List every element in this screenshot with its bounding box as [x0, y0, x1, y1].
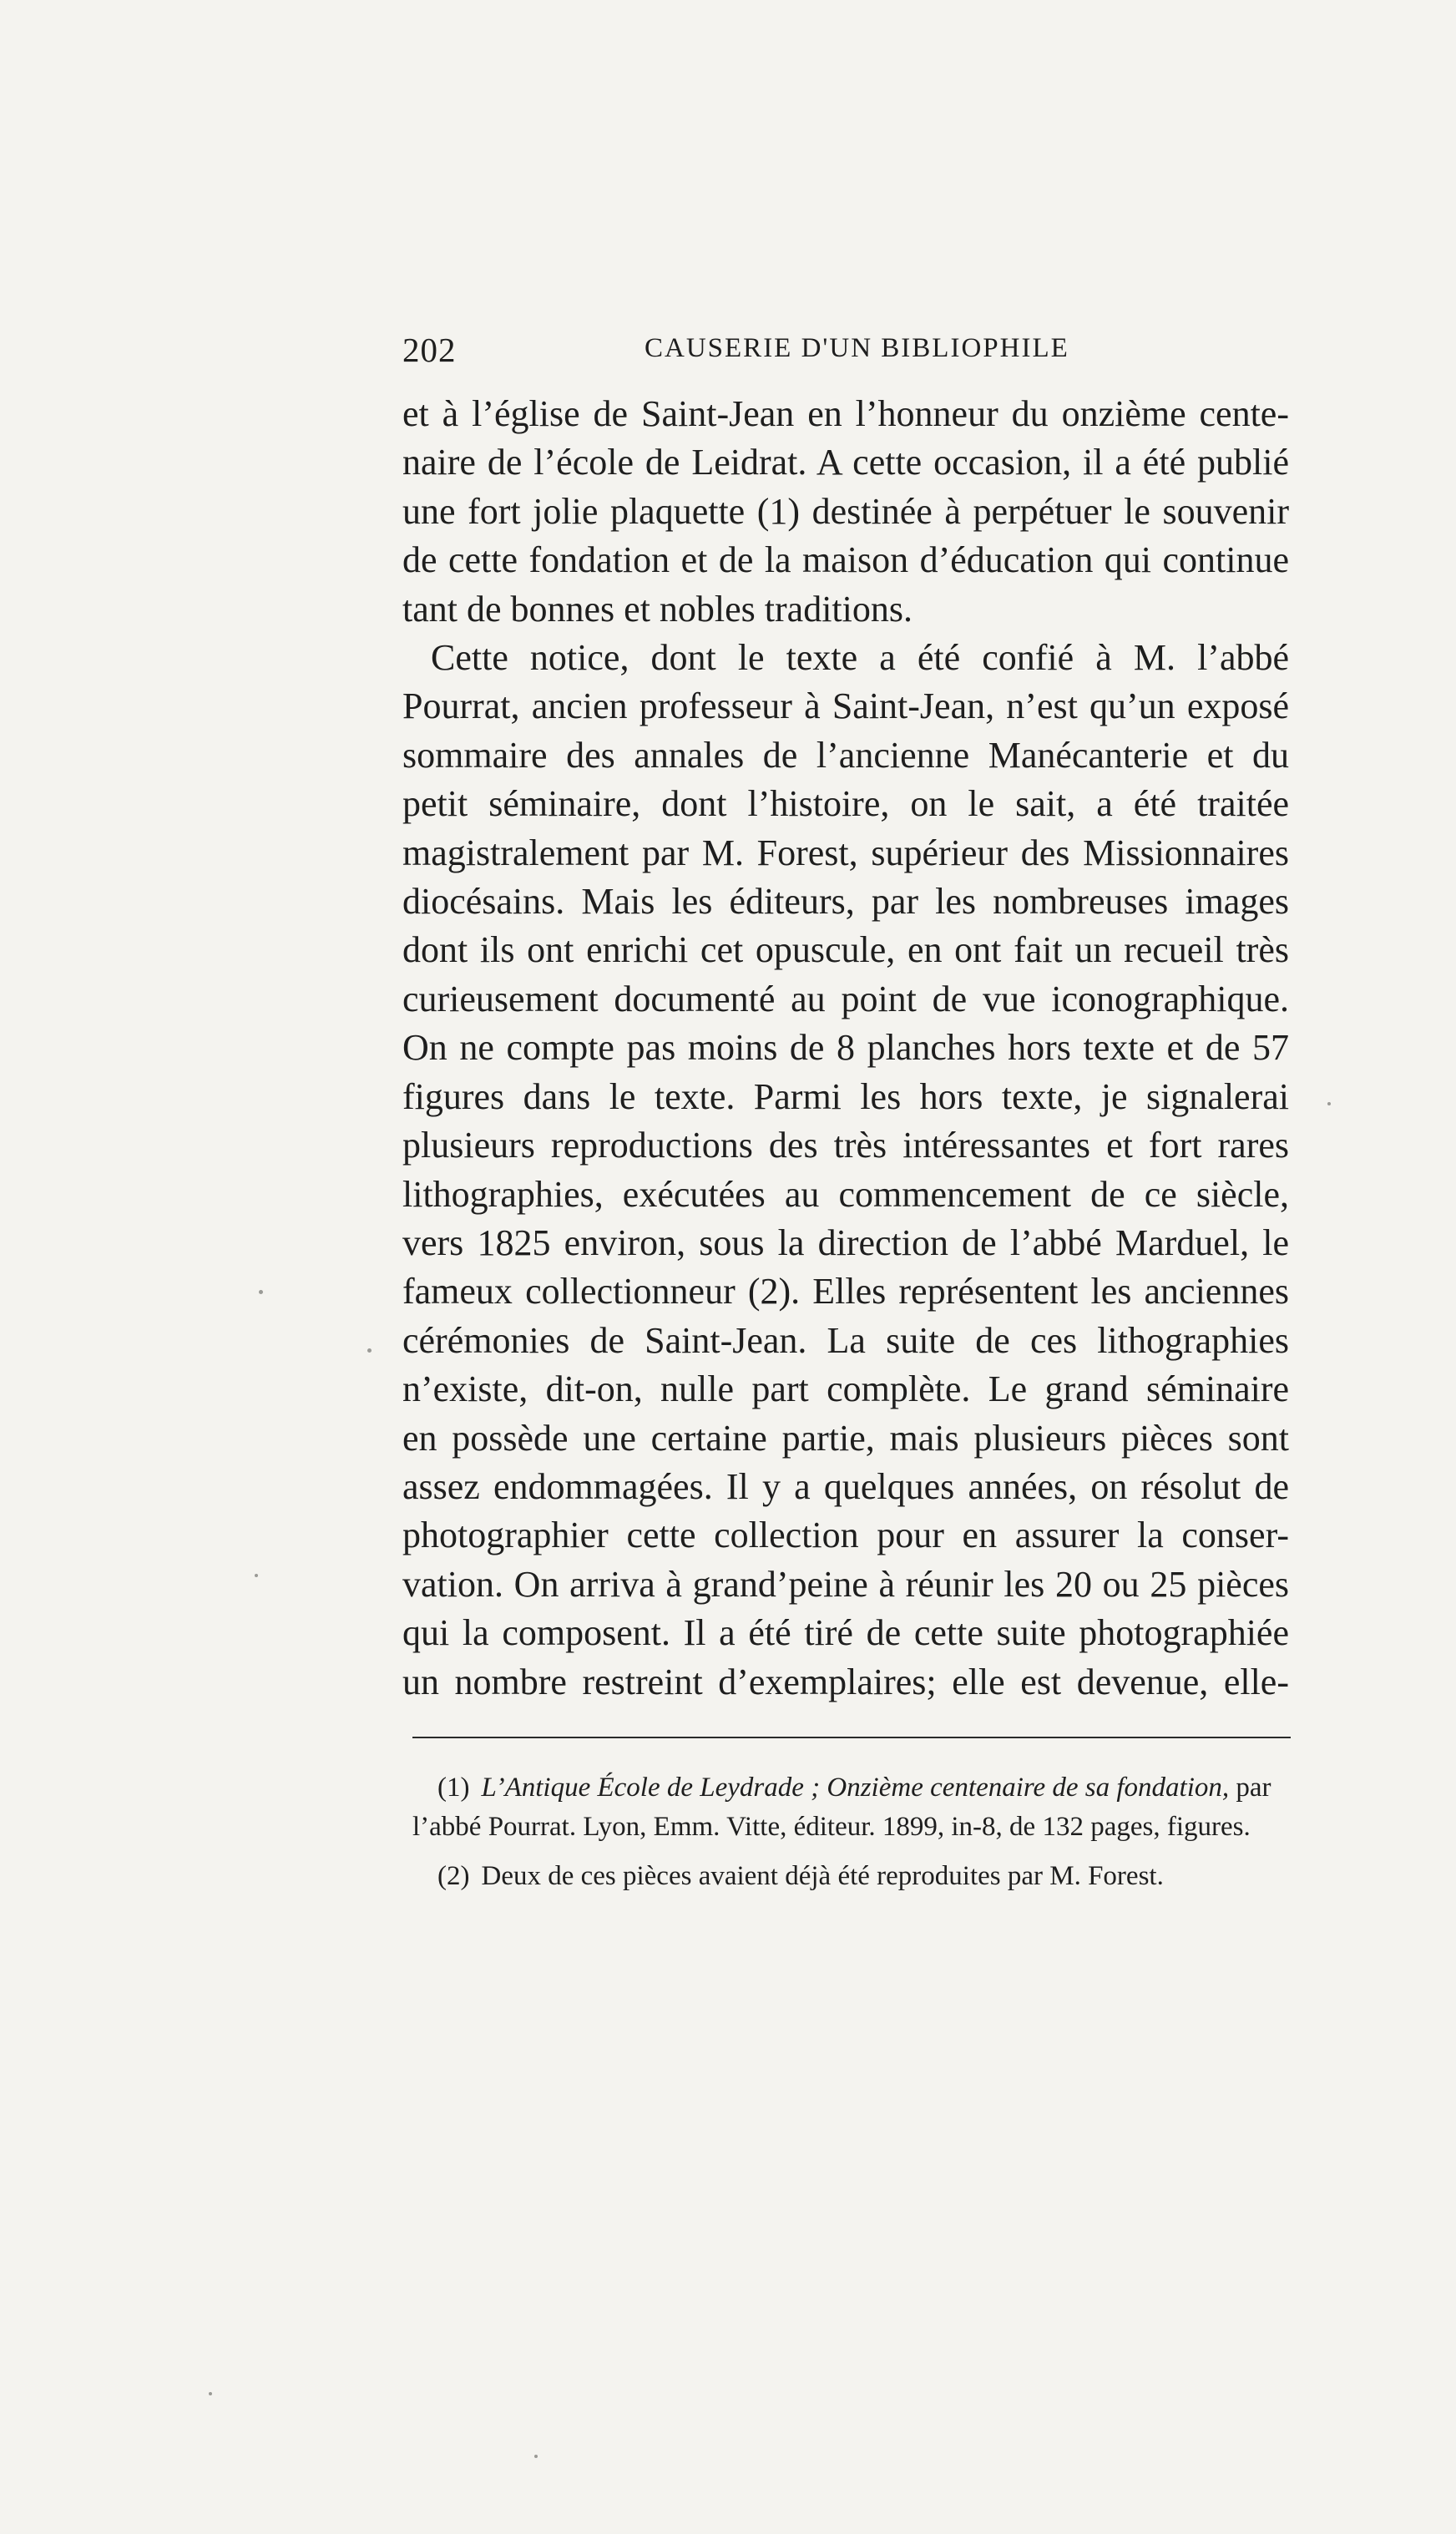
footnotes [412, 1768, 1291, 1906]
text-line: tant de bonnes et nobles traditions. [402, 588, 913, 630]
page-number: 202 [402, 331, 457, 369]
footnote-divider [412, 1737, 1291, 1738]
footnote-text: par l’abbé Pourrat. Lyon, Emm. Vitte, éditeur. 1899, in-8, de 132 pages, figures. [412, 1773, 1271, 1842]
text-line: Cette notice, dont le texte a été confié à M. l’abbé [431, 637, 1289, 679]
text-line: vers 1825 environ, sous la direction de l’abbé Marduel, le [402, 1221, 1289, 1263]
text-line: diocésains. Mais les éditeurs, par les nombreuses images [402, 881, 1289, 923]
paper-speck [259, 1290, 263, 1294]
text-line: photographier cette collection pour en assurer la conser- [402, 1515, 1289, 1556]
page-header [402, 330, 1289, 372]
footnote-marker: (2) [437, 1861, 470, 1891]
text-line: sommaire des annales de l’ancienne Manécanterie et du [402, 734, 1289, 776]
text-line: un nombre restreint d’exemplaires; elle est devenue, elle- [402, 1661, 1289, 1702]
text-line: assez endommagées. Il y a quelques années, on résolut de [402, 1465, 1289, 1507]
text-line: et à l’église de Saint-Jean en l’honneur du onzième cente- [402, 393, 1289, 434]
text-line: fameux collectionneur (2). Elles représentent les anciennes [402, 1271, 1289, 1313]
text-line: de cette fondation et de la maison d’éducation qui continue [402, 539, 1289, 581]
text-line: n’existe, dit-on, nulle part complète. Le grand séminaire [402, 1368, 1289, 1410]
running-title: CAUSERIE D'UN BIBLIOPHILE [645, 333, 1069, 363]
paper-speck [209, 2392, 212, 2395]
footnote-2 [412, 1857, 1291, 1896]
text-line: cérémonies de Saint-Jean. La suite de ces lithographies [402, 1319, 1289, 1361]
text-line: plusieurs reproductions des très intéressantes et fort rares [402, 1125, 1289, 1166]
footnote-text: Deux de ces pièces avaient déjà été reproduites par M. Forest. [481, 1861, 1164, 1891]
paper-speck [1327, 1102, 1331, 1105]
paper-speck [367, 1348, 372, 1353]
text-line: dont ils ont enrichi cet opuscule, en ont fait un recueil très [402, 929, 1289, 971]
text-line: petit séminaire, dont l’histoire, on le sait, a été traitée [402, 783, 1289, 825]
text-line: lithographies, exécutées au commencement de ce siècle, [402, 1173, 1289, 1215]
paper-speck [255, 1574, 258, 1577]
text-line: Pourrat, ancien professeur à Saint-Jean, n’est qu’un exposé [402, 685, 1289, 727]
body-text [402, 390, 1289, 1707]
text-line: figures dans le texte. Parmi les hors texte, je signalerai [402, 1075, 1289, 1117]
text-line: naire de l’école de Leidrat. A cette occasion, il a été publié [402, 442, 1289, 483]
footnote-title: L’Antique École de Leydrade ; Onzième centenaire de sa fondation, [481, 1773, 1230, 1803]
footnote-1 [412, 1768, 1291, 1847]
text-line: magistralement par M. Forest, supérieur des Missionnaires [402, 832, 1289, 873]
text-line: vation. On arriva à grand’peine à réunir les 20 ou 25 pièces [402, 1563, 1289, 1605]
text-line: On ne compte pas moins de 8 planches hors texte et de 57 [402, 1027, 1289, 1069]
text-line: qui la composent. Il a été tiré de cette suite photographiée [402, 1612, 1289, 1654]
text-line: curieusement documenté au point de vue iconographique. [402, 978, 1289, 1019]
paper-speck [534, 2455, 538, 2458]
footnote-marker: (1) [437, 1773, 470, 1803]
text-line: une fort jolie plaquette (1) destinée à perpétuer le souvenir [402, 490, 1289, 532]
text-line: en possède une certaine partie, mais plusieurs pièces sont [402, 1417, 1289, 1459]
